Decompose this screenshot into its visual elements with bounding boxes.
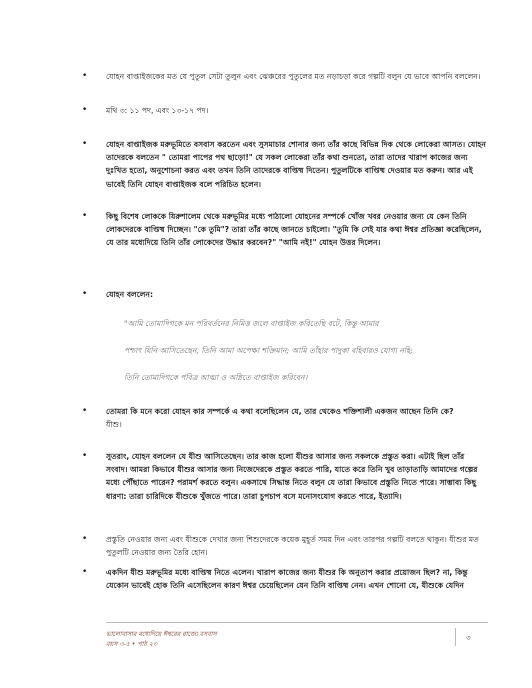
footer-divider bbox=[106, 622, 488, 623]
answer-jesus bbox=[106, 418, 488, 431]
scripture-quote bbox=[124, 318, 494, 399]
instruction-prepare bbox=[82, 533, 488, 559]
footer-separator bbox=[455, 628, 456, 646]
paragraph-text: একদিন যীশু মরুভূমির মধ্যে বাপ্তিষ্ম নিতে এলেন। খারাপ কাজের জন্য যীশুর কি অনুতাপ করার প্রয়োজন ছিল? না, কিন্তু যেকোন ভাবেই হোক তিনি এসেছিলেন কারণ ঈশ্বর চেয়েছিলেন যেন তিনি বাপ্তিষ্ম নেন। এখন শোনো যে, যীশুকে যেদিন bbox=[106, 568, 468, 591]
page-number: ৩ bbox=[466, 634, 471, 642]
paragraph-text: সুতরাং, যোহন বললেন যে যীশু আসিতেছেন। তার কাজ হলো যীশুর আসার জন্য সকলকে প্রস্তুত করা। এটাই ছিল তাঁর সংবাদ। আমরা কিভাবে যীশুর আসার জন্য নিজেদেরকে প্রস্তুত করতে পারি, যাতে করে তিনি খুব তাড়াতাড়ি আমাদের গল্পের মধ্যে পৌঁছাতে পারেন? পরামর্শ করতে বলুন। একসাথে সিদ্ধান্ত নিতে বলুন যে তারা কিভাবে প্রস্তুতি নিতে পারে। সাম্ভাব্য কিছু ধারণা: তারা চারিদিকে যীশুকে খুঁজতে পারে। তারা চুপচাপ বসে মনোসংযোগ করতে পারে, ইত্যাদি। bbox=[106, 452, 478, 501]
bullet: • bbox=[82, 534, 88, 544]
paragraph-text: যোহন বাপ্তাইজক মরুভূমিতে বসবাস করতেন এবং সুসমাচার শোনার জন্য তাঁর কাছে বিভিন্ন দিক থেকে লোকেরা আসত। যোহন তাদেরকে বলতেন " তোমরা পাপের পথ ছাড়ো!" যে সকল লোকেরা তাঁর কথা শুনতো, তারা তাদের খারাপ কাজের জন্য দুঃখিত হতো, অনুশোচনা করত এবং তখন তিনি তাদেরকে বাপ্তিষ্ম দিতেন। পুতুলটিকে বাপ্তিষ্ম দেওয়ার মত করুন। আর এই ভাবেই তিনি যোহন বাপ্তাইজক বলে পরিচিত হলেন। bbox=[106, 140, 486, 189]
footer-title: ভালোবাসার মধ্যেদিয়ে ঈশ্বরের রাজ্যে বসবাস bbox=[106, 631, 217, 638]
bullet: • bbox=[82, 105, 88, 115]
bullet: • bbox=[82, 451, 88, 461]
paragraph-text: মথি ৩: ১১ পদ, এবং ১৩-১৭ পদ। bbox=[106, 106, 209, 115]
story-john-desert bbox=[82, 138, 488, 191]
quote-line: পশ্চাৎ যিনি আসিতেছেন, তিনি আমা অপেক্ষা শক্তিমান; আমি তাঁহার পাদুকা বহিবারও যোগ্য নহি; bbox=[124, 346, 413, 355]
bullet: • bbox=[82, 289, 88, 299]
bullet: • bbox=[82, 71, 88, 81]
instruction-puppet bbox=[82, 70, 488, 83]
bullet: • bbox=[82, 139, 88, 149]
bullet: • bbox=[82, 406, 88, 416]
paragraph-text: তোমরা কি মনে করো যোহন কার সম্পর্কে এ কথা বলেছিলেন যে, তার থেকেও শক্তিশালী একজন আছেন তিনি কে? bbox=[106, 407, 454, 416]
paragraph-text: যোহন বাপ্তাইজকের মত যে পুতুল সেটা তুলুন এবং ঝেঞ্চরের পুতুলের মত নড়াচড়া করে গল্পটি বলুন যে ভাবে আপনি বললেন। bbox=[106, 72, 481, 81]
john-said-heading bbox=[82, 288, 488, 301]
story-jesus-coming bbox=[82, 450, 488, 503]
paragraph-text: প্রস্তুতি নেওয়ার জন্য এবং যীশুকে দেখার জন্য শিশুদেরকে কয়েক মুহূর্ত সময় দিন এবং তারপর গল্পটি বলতে থাকুন। যীশুর মত পুতুলটি নেওয়ার জন্য তৈরি হোন। bbox=[106, 535, 479, 558]
paragraph-text: যোহন বললেন: bbox=[106, 290, 153, 299]
scripture-reference bbox=[82, 104, 488, 117]
story-jerusalem-messengers bbox=[82, 210, 488, 250]
bullet: • bbox=[82, 211, 88, 221]
paragraph-text: কিছু বিশেষ লোককে যিরুশালেম থেকে মরুভূমির মধ্যে পাঠালো যোহনের সম্পর্কে খোঁজ খবর নেওয়ার জন্য যে কেন তিনি লোকদেরকে বাপ্তিষ্ম দিচ্ছেন। "কে তুমি"? তারা তাঁর কাছে জানতে চাইলো। "তুমি কি সেই যার কথা ঈশ্বর প্রতিজ্ঞা করেছিলেন, যে তার মধ্যেদিয়ে তিনি তাঁর লোকেদের উদ্ধার করবেন?" "আমি নই!" যোহন উত্তর দিলেন। bbox=[106, 212, 482, 248]
quote-line: তিনি তোমাদিগকে পবিত্র আত্মা ও অগ্নিতে বাপ্তাইজ করিবেন। bbox=[124, 373, 308, 382]
footer-course-info bbox=[106, 630, 217, 650]
story-jesus-baptism bbox=[82, 566, 488, 592]
question-who-is-stronger bbox=[82, 405, 488, 418]
paragraph-text: যীশু। bbox=[106, 420, 122, 429]
bullet: • bbox=[82, 567, 88, 577]
quote-line: "আমি তোমাদিগকে মন পরিবর্তনের নিমিত্ত জলে বাপ্তাইজ করিতেছি বটে, কিন্তু আমার bbox=[124, 319, 379, 328]
footer-lesson: বয়স ৩-৫ • পাঠ ২৩ bbox=[106, 641, 158, 648]
